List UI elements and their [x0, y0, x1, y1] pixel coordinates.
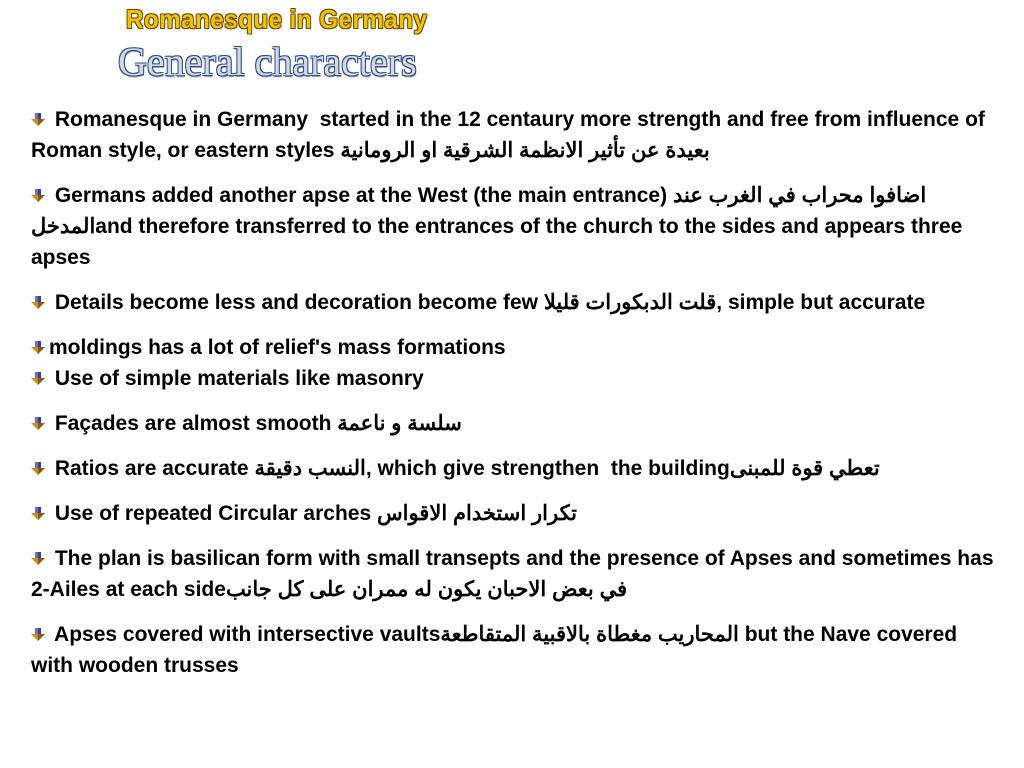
english-text: and therefore transferred to the entrances of the church to the sides and appears three apses — [31, 215, 969, 269]
arabic-text: سلسة و ناعمة — [337, 412, 462, 435]
bullet-item — [31, 453, 995, 484]
english-text: , which give strengthen the building — [365, 457, 730, 480]
english-text: , simple but accurate — [716, 291, 926, 314]
english-text: moldings has a lot of relief's mass formations — [49, 336, 506, 359]
bullet-item — [31, 498, 995, 529]
english-text: Romanesque in Germany started in the 12 centaury more strength and free from influence of Roman style, or eastern styles — [31, 108, 991, 162]
arabic-text: قلت الدبكورات قليلا — [543, 291, 717, 314]
arabic-text: تعطي قوة للمبنى — [729, 457, 880, 480]
english-text: but the Nave covered with wooden trusses — [31, 623, 963, 677]
arrow-down-bullet-icon — [31, 628, 45, 642]
arabic-text: تكرار استخدام الاقواس — [376, 502, 578, 525]
english-text: Façades are almost smooth — [49, 412, 338, 435]
arrow-down-bullet-icon — [31, 507, 45, 521]
arrow-down-bullet-icon — [31, 113, 45, 127]
english-text: Details become less and decoration become few — [49, 291, 544, 314]
english-text: The plan is basilican form with small transepts and the presence of Apses and sometimes has 2-Ailes at each side — [31, 547, 1000, 601]
arabic-text: اضافوا محراب في الغرب عند المدخل — [31, 184, 933, 238]
arabic-text: بعيدة عن تأثير الانظمة الشرقية او الرومانية — [340, 139, 710, 162]
bullet-item — [31, 543, 1000, 605]
bullet-item — [31, 619, 995, 681]
slide-title: Romanesque in Germany — [126, 4, 428, 34]
english-text: Germans added another apse at the West (the main entrance) — [49, 184, 673, 207]
arabic-text: في بعض الاحبان يكون له ممران على كل جانب — [225, 578, 628, 601]
arabic-text: النسب دقيقة — [254, 457, 366, 480]
arabic-text: المحاريب مغطاة بالاقبية المتقاطعة — [440, 623, 739, 646]
bullet-item — [31, 408, 995, 439]
bullet-list — [31, 104, 1000, 681]
bullet-item — [31, 180, 995, 273]
bullet-item — [31, 363, 995, 394]
bullet-item — [31, 104, 995, 166]
arrow-down-bullet-icon — [31, 462, 45, 476]
arrow-down-bullet-icon — [31, 417, 45, 431]
english-text: Use of simple materials like masonry — [49, 367, 424, 390]
arrow-down-bullet-icon — [31, 189, 45, 203]
bullet-item — [31, 287, 995, 318]
arrow-down-bullet-icon — [31, 296, 45, 310]
arrow-down-bullet-icon — [31, 552, 45, 566]
english-text: Ratios are accurate — [49, 457, 255, 480]
arrow-down-bullet-icon — [31, 341, 45, 355]
english-text: Apses covered with intersective vaults — [49, 623, 441, 646]
slide-subtitle: General characters — [118, 39, 417, 84]
english-text: Use of repeated Circular arches — [49, 502, 377, 525]
arrow-down-bullet-icon — [31, 372, 45, 386]
bullet-item — [31, 332, 995, 363]
